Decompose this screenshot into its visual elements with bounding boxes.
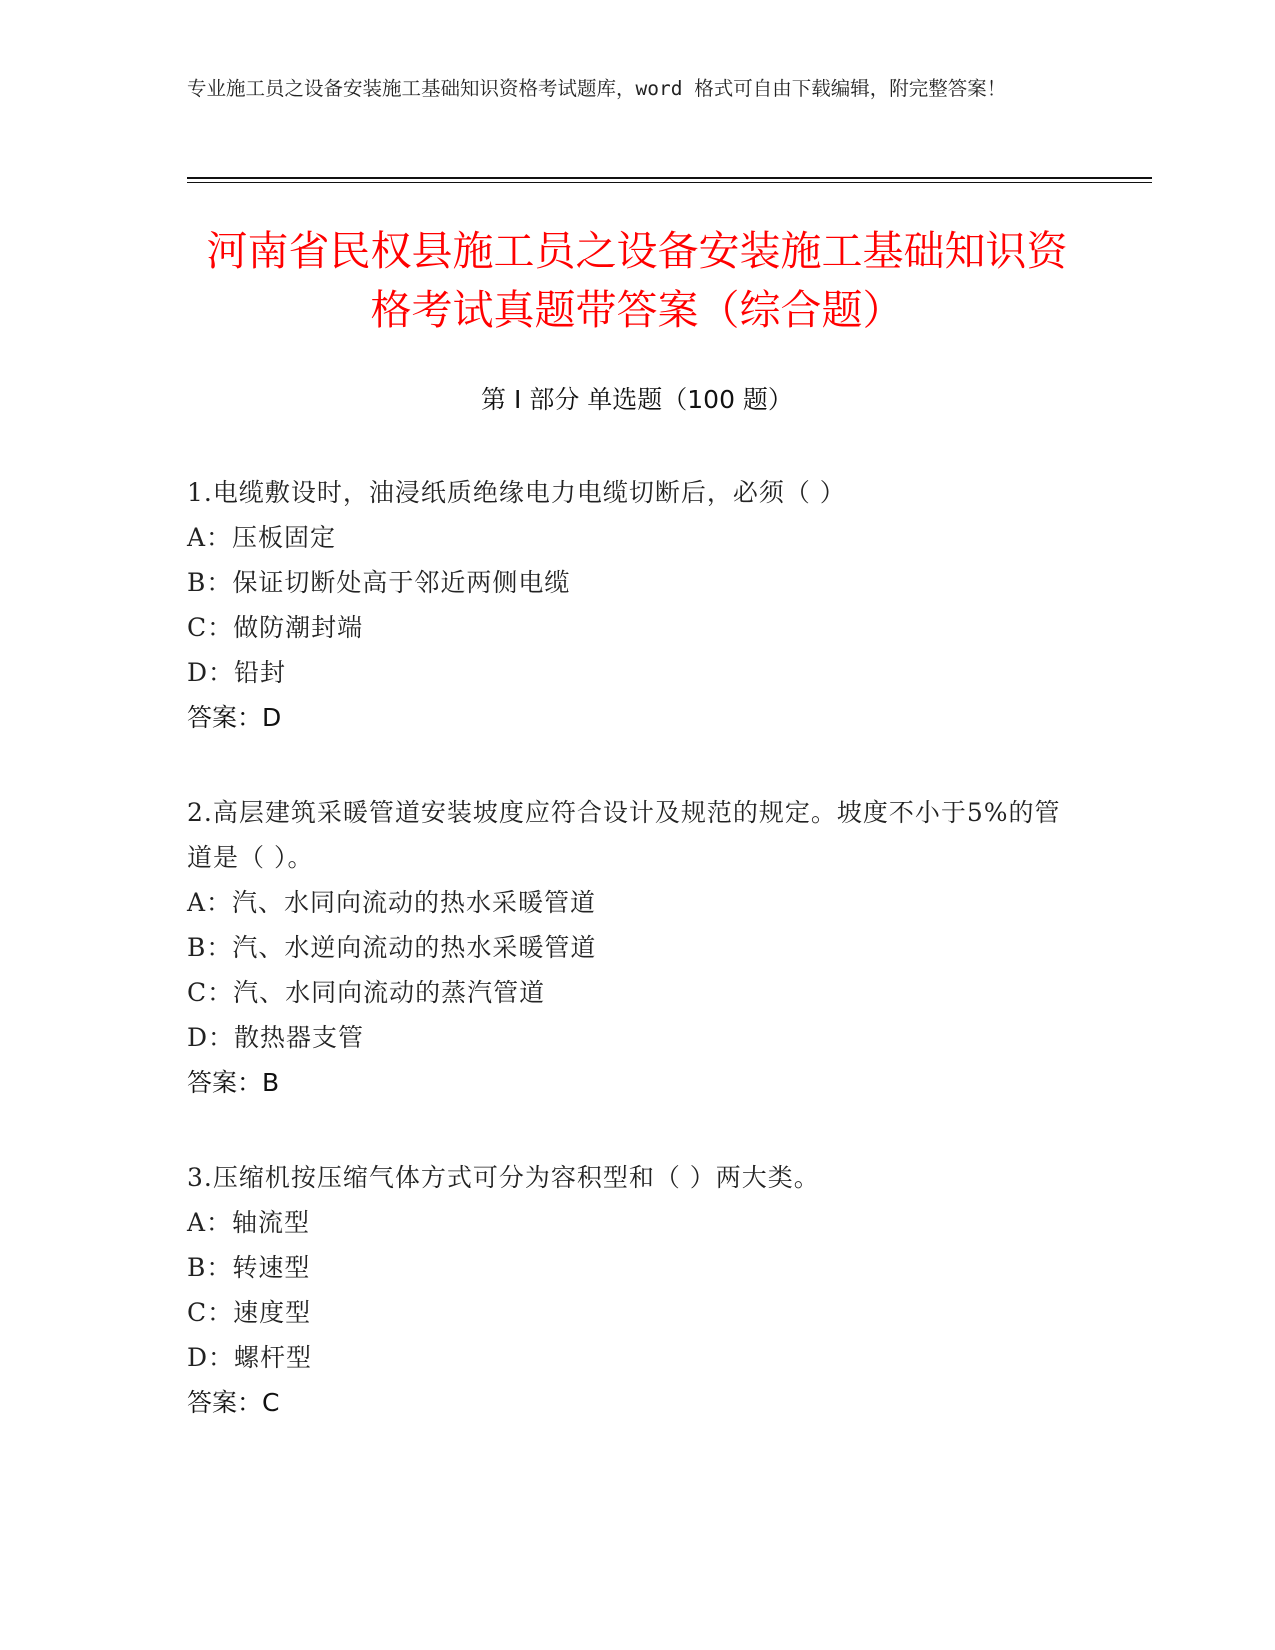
option-c: C：速度型 xyxy=(187,1298,312,1327)
question-list xyxy=(187,470,1087,1475)
option-a: A：压板固定 xyxy=(187,523,337,552)
header-note: 专业施工员之设备安装施工基础知识资格考试题库，word 格式可自由下载编辑，附完整答案！ xyxy=(187,77,1007,100)
option-d: D：螺杆型 xyxy=(187,1343,313,1372)
question-text: 1.电缆敷设时，油浸纸质绝缘电力电缆切断后，必须（ ） xyxy=(187,478,846,507)
answer-line: 答案：B xyxy=(187,1068,280,1097)
option-b: B：保证切断处高于邻近两侧电缆 xyxy=(187,568,571,597)
option-c: C：做防潮封端 xyxy=(187,613,364,642)
section-heading: 第 I 部分 单选题（100 题） xyxy=(481,385,793,414)
option-d: D：铅封 xyxy=(187,658,287,687)
question-text: 2.高层建筑采暖管道安装坡度应符合设计及规范的规定。坡度不小于5%的管道是（ ）。 xyxy=(187,798,1061,872)
question-item xyxy=(187,790,1087,1105)
option-b: B：转速型 xyxy=(187,1253,311,1282)
answer-line: 答案：C xyxy=(187,1388,280,1417)
option-d: D：散热器支管 xyxy=(187,1023,365,1052)
option-c: C：汽、水同向流动的蒸汽管道 xyxy=(187,978,546,1007)
header-divider-thick xyxy=(187,177,1152,179)
header-divider-thin xyxy=(187,182,1152,183)
answer-line: 答案：D xyxy=(187,703,282,732)
question-item xyxy=(187,1155,1087,1425)
document-title: 河南省民权县施工员之设备安装施工基础知识资格考试真题带答案（综合题） xyxy=(206,227,1068,334)
option-b: B：汽、水逆向流动的热水采暖管道 xyxy=(187,933,597,962)
option-a: A：轴流型 xyxy=(187,1208,311,1237)
option-a: A：汽、水同向流动的热水采暖管道 xyxy=(187,888,597,917)
question-text: 3.压缩机按压缩气体方式可分为容积型和（ ）两大类。 xyxy=(187,1163,820,1192)
question-item xyxy=(187,470,1087,740)
